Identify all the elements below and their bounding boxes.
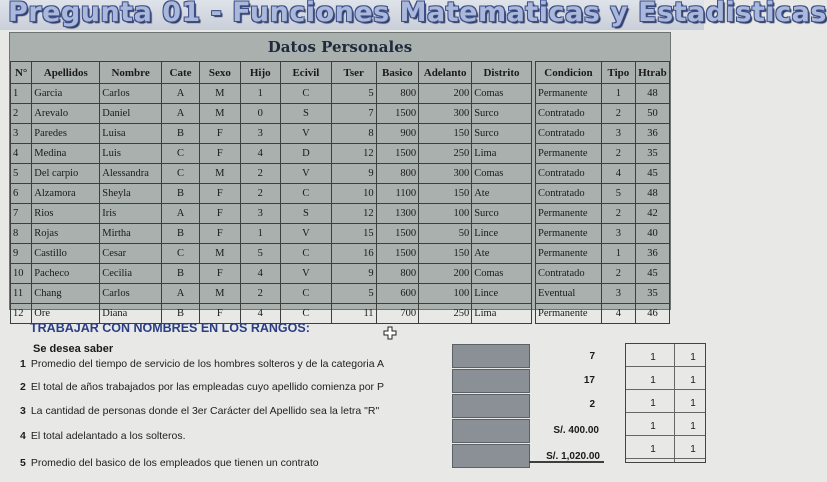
answer-value[interactable]: 2	[589, 399, 595, 410]
table-cell[interactable]: B	[161, 304, 199, 324]
table-cell[interactable]: 11	[331, 304, 376, 324]
answer-value[interactable]: S/. 1,020.00	[546, 451, 600, 462]
table-cell[interactable]: Medina	[32, 144, 100, 164]
table-cell[interactable]: Pacheco	[32, 264, 100, 284]
table-cell[interactable]: 3	[601, 124, 635, 144]
table-cell[interactable]: 2	[11, 104, 32, 124]
table-cell[interactable]: C	[280, 244, 331, 264]
table-cell[interactable]: 4	[601, 304, 635, 324]
side-values-box	[625, 343, 706, 463]
table-cell[interactable]: F	[200, 184, 240, 204]
table-cell[interactable]: 8	[11, 224, 32, 244]
table-cell[interactable]: V	[280, 264, 331, 284]
question-5	[20, 457, 319, 469]
header-cell: Apellidos	[32, 62, 100, 84]
table-header-row	[11, 62, 670, 84]
table-cell[interactable]: 1	[11, 84, 32, 104]
table-cell[interactable]: Ate	[472, 184, 532, 204]
side-values-row	[626, 367, 705, 390]
header-cell: Adelanto	[419, 62, 472, 84]
table-cell[interactable]: 200	[419, 84, 472, 104]
table-cell[interactable]: 150	[419, 184, 472, 204]
table-cell[interactable]: F	[200, 204, 240, 224]
side-value-cell[interactable]: 1	[650, 444, 656, 455]
table-cell[interactable]: 16	[331, 244, 376, 264]
table-row	[11, 244, 670, 264]
table-cell[interactable]: M	[200, 84, 240, 104]
table-cell[interactable]: 2	[601, 104, 635, 124]
table-cell[interactable]: 48	[635, 184, 669, 204]
table-cell[interactable]: V	[280, 224, 331, 244]
table-cell[interactable]: 9	[331, 164, 376, 184]
table-cell[interactable]: B	[161, 184, 199, 204]
table-cell[interactable]: Comas	[472, 264, 532, 284]
header-cell: Tipo	[601, 62, 635, 84]
answer-value[interactable]: 7	[589, 351, 595, 362]
table-row	[11, 144, 670, 164]
table-cell[interactable]: Mirtha	[100, 224, 162, 244]
table-cell[interactable]: 3	[601, 284, 635, 304]
table-row	[11, 104, 670, 124]
table-cell[interactable]: 3	[11, 124, 32, 144]
header-cell: Cate	[161, 62, 199, 84]
side-values-row	[626, 344, 705, 367]
side-value-cell[interactable]: 1	[690, 444, 696, 455]
question-text: Promedio del tiempo de servicio de los hombres solteros y de la categoria A	[30, 358, 384, 370]
table-cell[interactable]: 1	[601, 244, 635, 264]
table-cell[interactable]: 48	[635, 84, 669, 104]
table-cell[interactable]: A	[161, 204, 199, 224]
table-cell[interactable]: 4	[11, 144, 32, 164]
table-cell[interactable]: F	[200, 264, 240, 284]
table-cell[interactable]: 45	[635, 264, 669, 284]
table-cell[interactable]: S	[280, 204, 331, 224]
question-4	[20, 430, 186, 442]
question-text: Promedio del basico de los empleados que tienen un contrato	[30, 457, 319, 469]
header-cell: Condicion	[535, 62, 601, 84]
table-cell[interactable]: 2	[240, 284, 280, 304]
table-cell[interactable]: Contratado	[535, 104, 601, 124]
side-values-row	[626, 436, 705, 459]
table-cell[interactable]: 1500	[376, 104, 419, 124]
table-row	[11, 284, 670, 304]
side-values-row	[626, 413, 705, 436]
question-3	[20, 405, 379, 417]
side-value-cell[interactable]: 1	[690, 375, 696, 386]
table-cell[interactable]: 100	[419, 284, 472, 304]
table-cell[interactable]: Comas	[472, 164, 532, 184]
table-cell[interactable]: Contratado	[535, 264, 601, 284]
table-cell[interactable]: 35	[635, 284, 669, 304]
table-row	[11, 164, 670, 184]
table-cell[interactable]: 1	[240, 84, 280, 104]
question-number: 1	[20, 358, 26, 370]
table-cell[interactable]: C	[161, 244, 199, 264]
question-number: 4	[20, 430, 26, 442]
table-cell[interactable]: 11	[11, 284, 32, 304]
table-cell[interactable]: 5	[11, 164, 32, 184]
table-cell[interactable]: 46	[635, 304, 669, 324]
table-cell[interactable]: 800	[376, 84, 419, 104]
table-cell[interactable]: 7	[331, 104, 376, 124]
table-cell[interactable]: Permanente	[535, 244, 601, 264]
table-cell[interactable]: S	[280, 104, 331, 124]
table-cell[interactable]: Del carpio	[32, 164, 100, 184]
table-cell[interactable]: F	[200, 124, 240, 144]
side-value-cell[interactable]: 1	[650, 375, 656, 386]
answer-value[interactable]: S/. 400.00	[553, 425, 599, 436]
side-value-cell[interactable]: 1	[690, 421, 696, 432]
table-cell[interactable]: Permanente	[535, 224, 601, 244]
table-cell[interactable]: B	[161, 124, 199, 144]
title-banner	[0, 0, 827, 30]
table-cell[interactable]: 9	[331, 264, 376, 284]
table-cell[interactable]: 42	[635, 204, 669, 224]
table-cell[interactable]: D	[280, 144, 331, 164]
table-cell[interactable]: C	[161, 144, 199, 164]
table-cell[interactable]: Diana	[100, 304, 162, 324]
table-cell[interactable]: 50	[635, 104, 669, 124]
table-cell[interactable]: 1500	[376, 224, 419, 244]
question-text: La cantidad de personas donde el 3er Carácter del Apellido sea la letra "R"	[30, 405, 380, 417]
table-cell[interactable]: Arevalo	[32, 104, 100, 124]
table-cell[interactable]: 36	[635, 124, 669, 144]
table-cell[interactable]: 2	[601, 264, 635, 284]
table-cell[interactable]: C	[280, 284, 331, 304]
table-cell[interactable]: 4	[240, 304, 280, 324]
question-1	[20, 358, 384, 370]
table-cell[interactable]: 5	[601, 184, 635, 204]
table-cell[interactable]: B	[161, 264, 199, 284]
section-title: TRABAJAR CON NOMBRES EN LOS RANGOS:	[30, 321, 310, 335]
table-cell[interactable]: 900	[376, 124, 419, 144]
side-value-cell[interactable]: 1	[690, 398, 696, 409]
table-cell[interactable]: 3	[601, 224, 635, 244]
table-cell[interactable]: Sheyla	[100, 184, 162, 204]
table-cell[interactable]: M	[200, 284, 240, 304]
subtitle: Se desea saber	[33, 343, 114, 355]
header-cell: Distrito	[472, 62, 532, 84]
table-cell[interactable]: 6	[11, 184, 32, 204]
table-cell[interactable]: Lima	[472, 304, 532, 324]
table-cell[interactable]: Comas	[472, 84, 532, 104]
table-row	[11, 264, 670, 284]
table-cell[interactable]: Carlos	[100, 284, 162, 304]
table-cell[interactable]: Alessandra	[100, 164, 162, 184]
table-cell[interactable]: Lima	[472, 144, 532, 164]
side-value-cell[interactable]: 1	[690, 352, 696, 363]
table-cell[interactable]: A	[161, 104, 199, 124]
table-cell[interactable]: 0	[240, 104, 280, 124]
table-row	[11, 84, 670, 104]
cell-cursor-icon	[384, 327, 396, 339]
table-cell[interactable]: Luis	[100, 144, 162, 164]
table-row	[11, 124, 670, 144]
table-cell[interactable]: Luisa	[100, 124, 162, 144]
table-cell[interactable]: 15	[331, 224, 376, 244]
side-value-cell[interactable]: 1	[650, 398, 656, 409]
answer-frame	[529, 461, 604, 463]
table-cell[interactable]: V	[280, 124, 331, 144]
table-cell[interactable]: 5	[240, 244, 280, 264]
table-cell[interactable]: C	[280, 184, 331, 204]
table-cell[interactable]: 1	[601, 84, 635, 104]
table-cell[interactable]: Contratado	[535, 124, 601, 144]
table-cell[interactable]: Permanente	[535, 144, 601, 164]
table-cell[interactable]: 9	[11, 244, 32, 264]
table-cell[interactable]: 2	[240, 164, 280, 184]
table-cell[interactable]: 1300	[376, 204, 419, 224]
table-cell[interactable]: Permanente	[535, 304, 601, 324]
table-cell[interactable]: 50	[419, 224, 472, 244]
table-cell[interactable]: Eventual	[535, 284, 601, 304]
table-cell[interactable]: 8	[331, 124, 376, 144]
table-cell[interactable]: F	[200, 144, 240, 164]
table-cell[interactable]: Permanente	[535, 204, 601, 224]
table-cell[interactable]: 4	[240, 264, 280, 284]
answer-value[interactable]: 17	[583, 375, 595, 386]
side-value-cell[interactable]: 1	[650, 421, 656, 432]
page-title: Pregunta 01 - Funciones Matematicas y Estadisticas	[8, 0, 827, 28]
question-text: El total de años trabajados por las empleadas cuyo apellido comienza por P	[30, 381, 384, 393]
table-cell[interactable]: 12	[331, 204, 376, 224]
table-cell[interactable]: 12	[331, 144, 376, 164]
table-cell[interactable]: M	[200, 164, 240, 184]
table-cell[interactable]: 2	[601, 144, 635, 164]
table-cell[interactable]: Ate	[472, 244, 532, 264]
table-cell[interactable]: Carlos	[100, 84, 162, 104]
table-cell[interactable]: 5	[331, 284, 376, 304]
question-number: 5	[20, 457, 26, 469]
question-number: 2	[20, 381, 26, 393]
question-number: 3	[20, 405, 26, 417]
table-cell[interactable]: Paredes	[32, 124, 100, 144]
sheet-title: Datos Personales	[267, 38, 413, 56]
table-cell[interactable]: Rios	[32, 204, 100, 224]
table-cell[interactable]: Iris	[100, 204, 162, 224]
table-cell[interactable]: 3	[240, 204, 280, 224]
table-cell[interactable]: 36	[635, 244, 669, 264]
table-cell[interactable]: 150	[419, 244, 472, 264]
table-cell[interactable]: 3	[240, 124, 280, 144]
table-cell[interactable]: 10	[11, 264, 32, 284]
table-cell[interactable]: 250	[419, 304, 472, 324]
table-cell[interactable]: 4	[601, 164, 635, 184]
table-cell[interactable]: 1100	[376, 184, 419, 204]
header-cell: Ecivil	[280, 62, 331, 84]
table-cell[interactable]: Lince	[472, 224, 532, 244]
table-cell[interactable]: Contratado	[535, 184, 601, 204]
table-cell[interactable]: 300	[419, 104, 472, 124]
table-cell[interactable]: 1500	[376, 144, 419, 164]
table-cell[interactable]: M	[200, 244, 240, 264]
table-row	[11, 224, 670, 244]
personal-data-table	[10, 61, 670, 324]
question-2	[20, 381, 384, 393]
table-cell[interactable]: Surco	[472, 124, 532, 144]
table-cell[interactable]: 150	[419, 124, 472, 144]
table-cell[interactable]: Lince	[472, 284, 532, 304]
table-cell[interactable]: M	[200, 104, 240, 124]
table-cell[interactable]: 1500	[376, 244, 419, 264]
table-cell[interactable]: 12	[11, 304, 32, 324]
table-cell[interactable]: V	[280, 164, 331, 184]
header-cell: N°	[11, 62, 32, 84]
header-cell: Nombre	[100, 62, 162, 84]
table-cell[interactable]: 200	[419, 264, 472, 284]
table-cell[interactable]: 7	[11, 204, 32, 224]
table-cell[interactable]: 2	[240, 184, 280, 204]
table-cell[interactable]: 700	[376, 304, 419, 324]
header-cell: Sexo	[200, 62, 240, 84]
header-cell: Tser	[331, 62, 376, 84]
table-cell[interactable]: 600	[376, 284, 419, 304]
table-cell[interactable]: 40	[635, 224, 669, 244]
table-cell[interactable]: C	[280, 84, 331, 104]
table-cell[interactable]: F	[200, 224, 240, 244]
table-cell[interactable]: Permanente	[535, 84, 601, 104]
header-cell: Htrab	[635, 62, 669, 84]
table-cell[interactable]: 4	[240, 144, 280, 164]
table-cell[interactable]: 35	[635, 144, 669, 164]
table-cell[interactable]: Ore	[32, 304, 100, 324]
table-cell[interactable]: Alzamora	[32, 184, 100, 204]
table-cell[interactable]: A	[161, 84, 199, 104]
table-cell[interactable]: Surco	[472, 204, 532, 224]
table-cell[interactable]: Daniel	[100, 104, 162, 124]
table-cell[interactable]: Chang	[32, 284, 100, 304]
table-cell[interactable]: 45	[635, 164, 669, 184]
table-cell[interactable]: Cesar	[100, 244, 162, 264]
table-cell[interactable]: Garcia	[32, 84, 100, 104]
table-cell[interactable]: 2	[601, 204, 635, 224]
table-cell[interactable]: Contratado	[535, 164, 601, 184]
table-cell[interactable]: Rojas	[32, 224, 100, 244]
table-cell[interactable]: 100	[419, 204, 472, 224]
table-cell[interactable]: Castillo	[32, 244, 100, 264]
side-values-row	[626, 390, 705, 413]
table-cell[interactable]: B	[161, 224, 199, 244]
header-cell: Basico	[376, 62, 419, 84]
table-cell[interactable]: 800	[376, 264, 419, 284]
table-cell[interactable]: 300	[419, 164, 472, 184]
table-cell[interactable]: Cecilia	[100, 264, 162, 284]
table-cell[interactable]: F	[200, 304, 240, 324]
table-row	[11, 204, 670, 224]
header-cell: Hijo	[240, 62, 280, 84]
table-cell[interactable]: 5	[331, 84, 376, 104]
datos-personales-sheet	[9, 32, 671, 319]
table-cell[interactable]: 1	[240, 224, 280, 244]
table-row	[11, 184, 670, 204]
table-cell[interactable]: Surco	[472, 104, 532, 124]
table-cell[interactable]: A	[161, 284, 199, 304]
table-cell[interactable]: 800	[376, 164, 419, 184]
table-cell[interactable]: 10	[331, 184, 376, 204]
side-value-cell[interactable]: 1	[650, 352, 656, 363]
question-text: El total adelantado a los solteros.	[30, 430, 186, 442]
table-cell[interactable]: C	[161, 164, 199, 184]
table-cell[interactable]: 250	[419, 144, 472, 164]
table-cell[interactable]: C	[280, 304, 331, 324]
